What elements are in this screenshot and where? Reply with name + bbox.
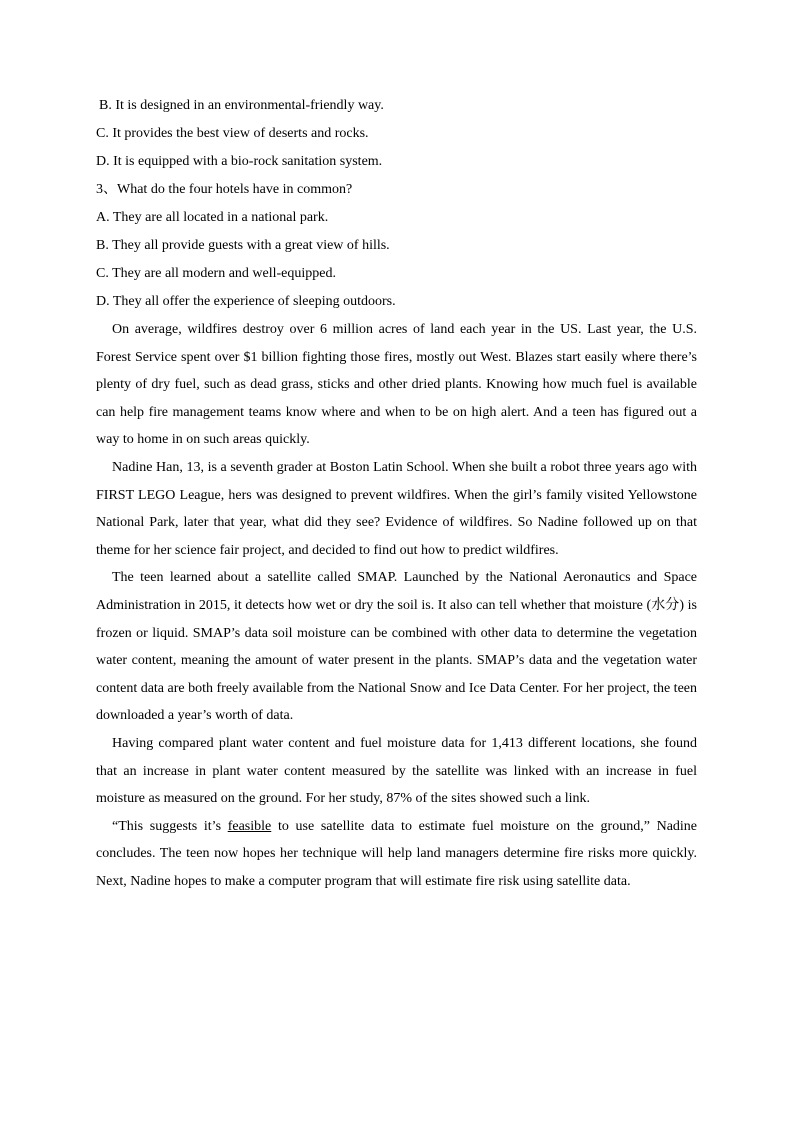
passage-paragraph-4: Having compared plant water content and fuel moisture data for 1,413 different locations, she found that an increase in plant water content measured by the satellite was linked with an increase in fuel moisture as measured on the ground. For her study, 87% of the sites showed such a link. bbox=[96, 735, 697, 807]
document-page bbox=[96, 92, 697, 895]
p5-start: “This suggests it’s bbox=[112, 818, 222, 834]
q2-option-d: D. It is equipped with a bio-rock sanitation system. bbox=[96, 154, 383, 169]
q3-option-d: D. They all offer the experience of sleeping outdoors. bbox=[96, 294, 396, 309]
passage-paragraph-5 bbox=[96, 813, 697, 896]
q3-option-a: A. They are all located in a national park. bbox=[96, 210, 329, 225]
q2-option-b: B. It is designed in an environmental-friendly way. bbox=[99, 98, 384, 113]
q3-option-b: B. They all provide guests with a great view of hills. bbox=[96, 238, 390, 253]
q3-option-c: C. They are all modern and well-equipped. bbox=[96, 266, 336, 281]
passage-paragraph-2: Nadine Han, 13, is a seventh grader at Boston Latin School. When she built a robot three years ago with FIRST LEGO League, hers was designed to prevent wildfires. When the girl’s family visited Yellowstone National Park, later that year, what did they see? Evidence of wildfires. So Nadine followed up on that theme for her science fair project, and decided to find out how to predict wildfires. bbox=[96, 459, 697, 558]
underlined-word-feasible: feasible bbox=[227, 818, 272, 834]
passage-paragraph-1: On average, wildfires destroy over 6 million acres of land each year in the US. Last year, the U.S. Forest Service spent over $1 billion fighting those fires, mostly out West. Blazes start easily where there’s plenty of dry fuel, such as dead grass, sticks and other dried plants. Knowing how much fuel is available can help fire management teams know where and when to be on high alert. And a teen has figured out a way to home in on such areas quickly. bbox=[96, 322, 697, 448]
p5-end: to use satellite data to estimate fuel moisture on the ground,” Nadine concludes. The teen now hopes her technique will help land managers determine fire risks more quickly. Next, Nadine hopes to make a computer program that will estimate fire risk using satellite data. bbox=[96, 818, 698, 889]
passage-paragraph-3: The teen learned about a satellite called SMAP. Launched by the National Aeronautics and Space Administration in 2015, it detects how wet or dry the soil is. It also can tell whether that moisture (水分) is frozen or liquid. SMAP’s data soil moisture can be combined with other data to determine the vegetation water content, meaning the amount of water present in the plants. SMAP’s data and the vegetation water content data are both freely available from the National Snow and Ice Data Center. For her project, the teen downloaded a year’s worth of data. bbox=[96, 570, 697, 724]
q2-option-c: C. It provides the best view of deserts and rocks. bbox=[96, 126, 369, 141]
q3-question: 3、What do the four hotels have in common? bbox=[96, 182, 353, 197]
